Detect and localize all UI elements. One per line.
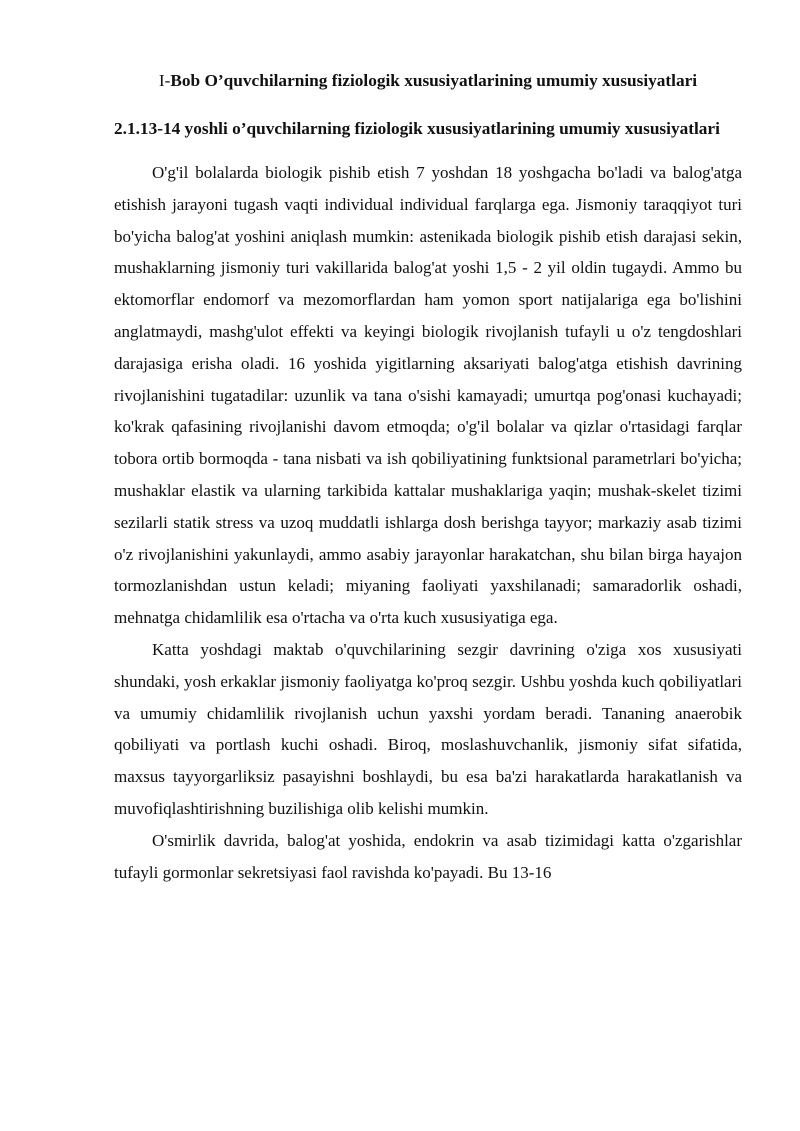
section-title: 2.1.13-14 yoshli o’quvchilarning fiziologik xususiyatlarining umumiy xususiyatlari [114,119,720,138]
paragraph-3: O'smirlik davrida, balog'at yoshida, endokrin va asab tizimidagi katta o'zgarishlar tufayli gormonlar sekretsiyasi faol ravishda ko'payadi. Bu 13-16 [114,830,742,882]
chapter-title-text: Bob O’quvchilarning fiziologik xususiyatlarining umumiy xususiyatlari [170,71,698,90]
paragraph-1: O'g'il bolalarda biologik pishib etish 7 yoshdan 18 yoshgacha bo'ladi va balog'atga etishish jarayoni tugash vaqti individual individual farqlarga ega. Jismoniy taraqqiyot turi bo'yicha balog'at yoshini aniqlash mumkin: astenikada biologik pishib etish darajasi sekin, mushaklarning jismoniy turi vakillarida balog'at yoshi 1,5 - 2 yil oldin tugaydi. Ammo bu ektomorflar endomorf va mezomorflardan ham yomon sport natijalariga ega bo'lishini anglatmaydi, mashg'ulot effekti va keyingi biologik rivojlanish tufayli u o'z tengdoshlari darajasiga erisha oladi. 16 yoshida yigitlarning aksariyati balog'atga etishish davrining rivojlanishini tugatadilar: uzunlik va tana o'sishi kamayadi; umurtqa pog'onasi kuchayadi; ko'krak qafasining rivojlanishi davom etmoqda; o'g'il bolalar va qizlar o'rtasidagi farqlar tobora ortib bormoqda - tana nisbati va ish qobiliyatining funktsional parametrlari bo'yicha; mushaklar elastik va ularning tarkibida kattalar mushaklariga yaqin; mushak-skelet tizimi sezilarli statik stress va uzoq muddatli ishlarga dosh berishga tayyor; markaziy asab tizimi o'z rivojlanishini yakunlaydi, ammo asabiy jarayonlar harakatchan, shu bilan birga hayajon tormozlanishdan ustun keladi; miyaning faoliyati yaxshilanadi; samaradorlik oshadi, mehnatga chidamlilik esa o'rtacha va o'rta kuch xususiyatiga ega. [114,163,742,628]
paragraph-2: Katta yoshdagi maktab o'quvchilarining sezgir davrining o'ziga xos xususiyati shundaki, yosh erkaklar jismoniy faoliyatga ko'proq sezgir. Ushbu yoshda kuch qobiliyatlari va umumiy chidamlilik rivojlanish uchun yaxshi yordam beradi. Tananing anaerobik qobiliyati va portlash kuchi oshadi. Biroq, moslashuvchanlik, jismoniy sifat sifatida, maxsus tayyorgarliksiz pasayishni boshlaydi, bu esa ba'zi harakatlarda harakatlanish va muvofiqlashtirishning buzilishiga olib kelishi mumkin. [114,639,742,818]
document-page [114,66,742,888]
chapter-title-prefix: I- [158,71,171,90]
chapter-title [114,66,742,96]
